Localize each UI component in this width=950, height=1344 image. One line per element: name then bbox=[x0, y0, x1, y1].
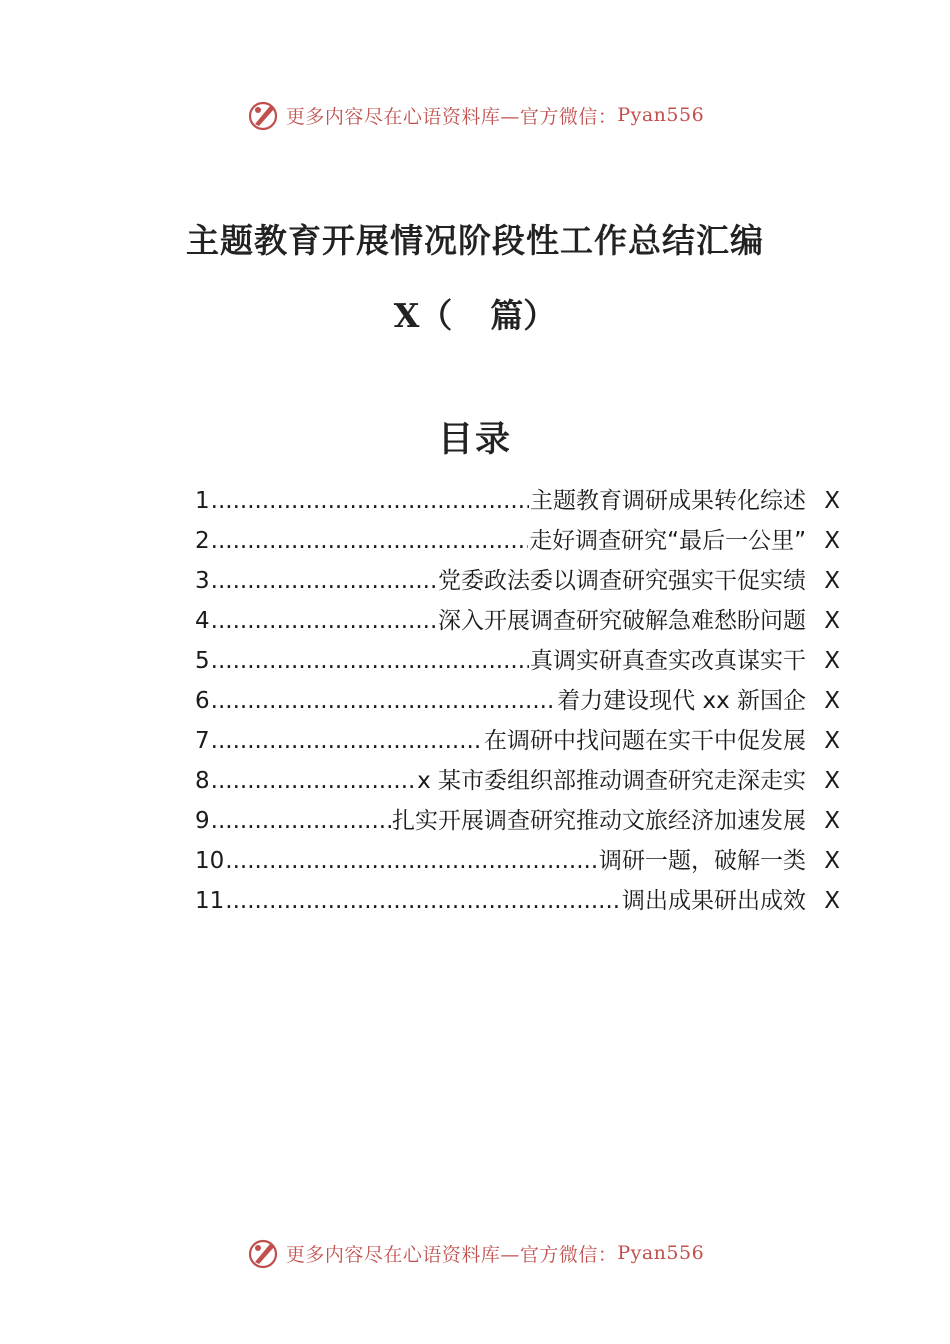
toc-item-number: 8 bbox=[195, 768, 210, 794]
header-watermark bbox=[0, 95, 950, 135]
toc-leader-dots bbox=[225, 881, 621, 921]
toc-item[interactable] bbox=[195, 721, 840, 761]
toc-item-title: 调研一题，破解一类 bbox=[599, 848, 806, 874]
toc-leader-dots bbox=[225, 841, 598, 881]
toc-item[interactable] bbox=[195, 801, 840, 841]
toc-item-title: 走好调查研究“最后一公里” bbox=[529, 528, 806, 554]
watermark-text: 更多内容尽在心语资料库—官方微信： bbox=[285, 105, 618, 128]
toc-item-page: X bbox=[824, 888, 840, 914]
toc-item[interactable] bbox=[195, 841, 840, 881]
toc-item-title: 调出成果研出成效 bbox=[622, 888, 806, 914]
toc-item-title: 在调研中找问题在实干中促发展 bbox=[484, 728, 806, 754]
toc-item-number: 6 bbox=[195, 688, 210, 714]
toc-item-number: 9 bbox=[195, 808, 210, 834]
toc-item-page: X bbox=[824, 728, 840, 754]
toc-item-number: 7 bbox=[195, 728, 210, 754]
document-subtitle bbox=[0, 290, 950, 337]
footer-watermark bbox=[0, 1233, 950, 1273]
table-of-contents bbox=[195, 481, 840, 921]
toc-item-title: 着力建设现代 xx 新国企 bbox=[557, 688, 806, 714]
document-title: 主题教育开展情况阶段性工作总结汇编 bbox=[186, 221, 764, 260]
toc-item-number: 5 bbox=[195, 648, 210, 674]
toc-item[interactable] bbox=[195, 521, 840, 561]
toc-leader-dots bbox=[211, 641, 529, 681]
toc-item[interactable] bbox=[195, 681, 840, 721]
pen-circle-icon bbox=[246, 1236, 280, 1270]
toc-heading: 目录 bbox=[437, 419, 512, 460]
toc-item-number: 3 bbox=[195, 568, 210, 594]
toc-item-page: X bbox=[824, 848, 840, 874]
toc-item-number: 2 bbox=[195, 528, 210, 554]
toc-item-title: x 某市委组织部推动调查研究走深走实 bbox=[417, 768, 806, 794]
toc-item-page: X bbox=[824, 688, 840, 714]
toc-item[interactable] bbox=[195, 641, 840, 681]
toc-leader-dots bbox=[211, 601, 437, 641]
toc-item[interactable] bbox=[195, 881, 840, 921]
toc-item-title: 真调实研真查实改真谋实干 bbox=[530, 648, 806, 674]
toc-item[interactable] bbox=[195, 761, 840, 801]
toc-item-page: X bbox=[824, 768, 840, 794]
watermark-text: 更多内容尽在心语资料库—官方微信： bbox=[285, 1243, 618, 1266]
toc-leader-dots bbox=[211, 481, 529, 521]
toc-leader-dots bbox=[211, 721, 483, 761]
toc-item[interactable] bbox=[195, 561, 840, 601]
toc-item[interactable] bbox=[195, 481, 840, 521]
toc-item[interactable] bbox=[195, 601, 840, 641]
toc-item-title: 深入开展调查研究破解急难愁盼问题 bbox=[438, 608, 806, 634]
toc-item-page: X bbox=[824, 648, 840, 674]
pen-circle-icon bbox=[246, 98, 280, 132]
toc-item-title: 扎实开展调查研究推动文旅经济加速发展 bbox=[392, 808, 806, 834]
toc-item-number: 4 bbox=[195, 608, 210, 634]
toc-leader-dots bbox=[211, 521, 529, 561]
toc-leader-dots bbox=[211, 561, 437, 601]
toc-item-page: X bbox=[824, 528, 840, 554]
toc-item-number: 11 bbox=[195, 888, 225, 914]
toc-item-number: 10 bbox=[195, 848, 225, 874]
subtitle-count: X（ bbox=[393, 296, 453, 335]
toc-item-page: X bbox=[824, 568, 840, 594]
subtitle-unit: 篇） bbox=[490, 296, 557, 335]
toc-item-page: X bbox=[824, 608, 840, 634]
toc-item-page: X bbox=[824, 488, 840, 514]
toc-leader-dots bbox=[211, 801, 391, 841]
toc-item-page: X bbox=[824, 808, 840, 834]
toc-item-title: 党委政法委以调查研究强实干促实绩 bbox=[438, 568, 806, 594]
toc-item-number: 1 bbox=[195, 488, 210, 514]
watermark-handle: Pyan556 bbox=[617, 1242, 705, 1264]
toc-leader-dots bbox=[211, 761, 416, 801]
toc-leader-dots bbox=[211, 681, 557, 721]
watermark-handle: Pyan556 bbox=[617, 104, 705, 126]
toc-item-title: 主题教育调研成果转化综述 bbox=[530, 488, 806, 514]
